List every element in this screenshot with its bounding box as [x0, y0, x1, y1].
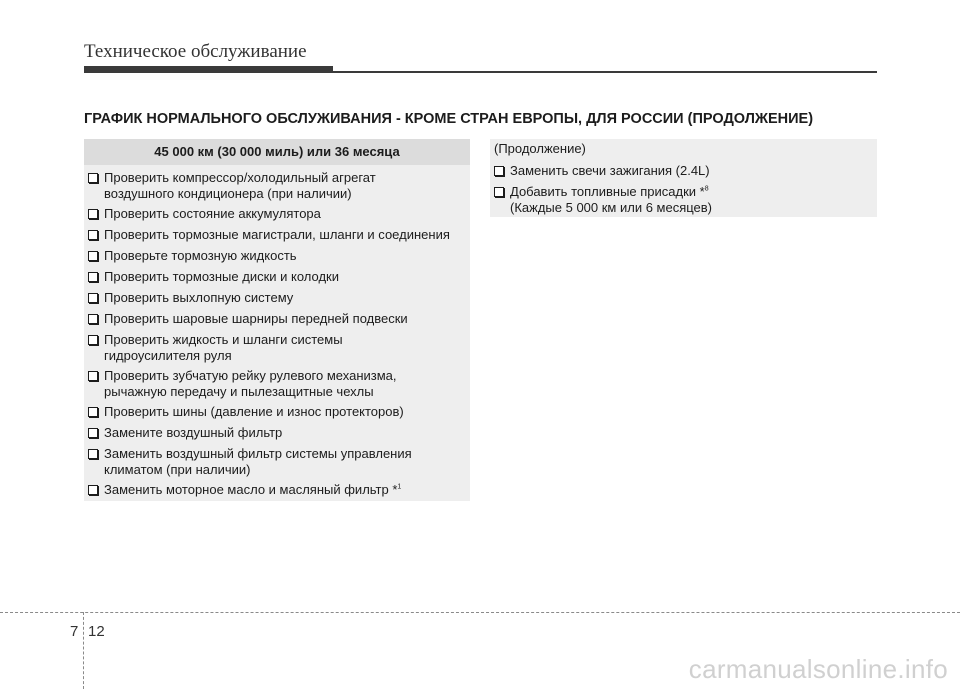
item-text-continued: климатом (при наличии) — [104, 462, 251, 477]
footnote-marker: 8 — [704, 185, 709, 193]
item-text: Проверить шины (давление и износ протекторов) — [104, 404, 404, 419]
checklist-item — [84, 332, 470, 368]
checkbox-icon — [88, 449, 98, 459]
item-text: Заменить свечи зажигания (2.4L) — [510, 163, 710, 178]
maintenance-table-continued — [490, 139, 877, 217]
checklist-item — [490, 163, 877, 184]
checkbox-icon — [88, 293, 98, 303]
checklist-item — [84, 248, 470, 269]
checkbox-icon — [88, 230, 98, 240]
item-text-continued: гидроусилителя руля — [104, 348, 232, 363]
item-text: Заменить моторное масло и масляный фильтр * — [104, 482, 398, 497]
section-title: ГРАФИК НОРМАЛЬНОГО ОБСЛУЖИВАНИЯ - КРОМЕ СТРАН ЕВРОПЫ, ДЛЯ РОССИИ (ПРОДОЛЖЕНИЕ) — [84, 111, 814, 127]
maintenance-table-45000 — [84, 139, 470, 501]
continued-label: (Продолжение) — [494, 141, 586, 156]
item-text-continued: (Каждые 5 000 км или 6 месяцев) — [510, 200, 713, 215]
item-text: Проверить выхлопную систему — [104, 290, 294, 305]
item-text-continued: воздушного кондиционера (при наличии) — [104, 186, 352, 201]
footer-divider-vertical — [83, 612, 84, 689]
checkbox-icon — [88, 485, 98, 495]
checklist — [490, 139, 877, 216]
checklist-item — [84, 170, 470, 206]
checklist-item — [84, 425, 470, 446]
footnote-marker: 1 — [397, 483, 402, 491]
checkbox-icon — [88, 173, 98, 183]
item-text: Добавить топливные присадки * — [510, 184, 705, 199]
checkbox-icon — [88, 251, 98, 261]
checkbox-icon — [494, 187, 504, 197]
checkbox-icon — [88, 371, 98, 381]
watermark: carmanualsonline.info — [688, 654, 948, 684]
checklist-item — [490, 184, 877, 200]
checkbox-icon — [494, 166, 504, 176]
checkbox-icon — [88, 428, 98, 438]
footer-divider-horizontal — [0, 612, 960, 613]
item-text: Проверить тормозные диски и колодки — [104, 269, 340, 284]
item-text: Проверить жидкость и шланги системы — [104, 332, 343, 347]
item-text: Замените воздушный фильтр — [104, 425, 283, 440]
page-number: 12 — [88, 623, 105, 640]
item-text-continued: рычажную передачу и пылезащитные чехлы — [104, 384, 374, 399]
item-text: Проверить зубчатую рейку рулевого механизма, — [104, 368, 397, 383]
chapter-number: 7 — [70, 623, 79, 640]
checklist-item — [84, 311, 470, 332]
item-text: Проверить состояние аккумулятора — [104, 206, 321, 221]
checklist-item — [84, 269, 470, 290]
checklist-item — [84, 404, 470, 425]
checkbox-icon — [88, 407, 98, 417]
checklist-item — [84, 446, 470, 482]
header-rule-thin — [84, 71, 877, 73]
item-text: Заменить воздушный фильтр системы управления — [104, 446, 412, 461]
item-text: Проверить тормозные магистрали, шланги и соединения — [104, 227, 450, 242]
item-text: Проверить шаровые шарниры передней подвески — [104, 311, 408, 326]
item-text: Проверить компрессор/холодильный агрегат — [104, 170, 376, 185]
table-header: 45 000 км (30 000 миль) или 36 месяца — [84, 139, 470, 165]
checkbox-icon — [88, 272, 98, 282]
item-text: Проверьте тормозную жидкость — [104, 248, 297, 263]
checkbox-icon — [88, 314, 98, 324]
checklist-item — [84, 227, 470, 248]
page-header-title: Техническое обслуживание — [84, 41, 307, 62]
checklist-item — [84, 206, 470, 227]
checkbox-icon — [88, 209, 98, 219]
checklist-item — [84, 368, 470, 404]
checklist — [84, 165, 470, 503]
checklist-item — [84, 482, 470, 503]
checklist-item — [84, 290, 470, 311]
checkbox-icon — [88, 335, 98, 345]
